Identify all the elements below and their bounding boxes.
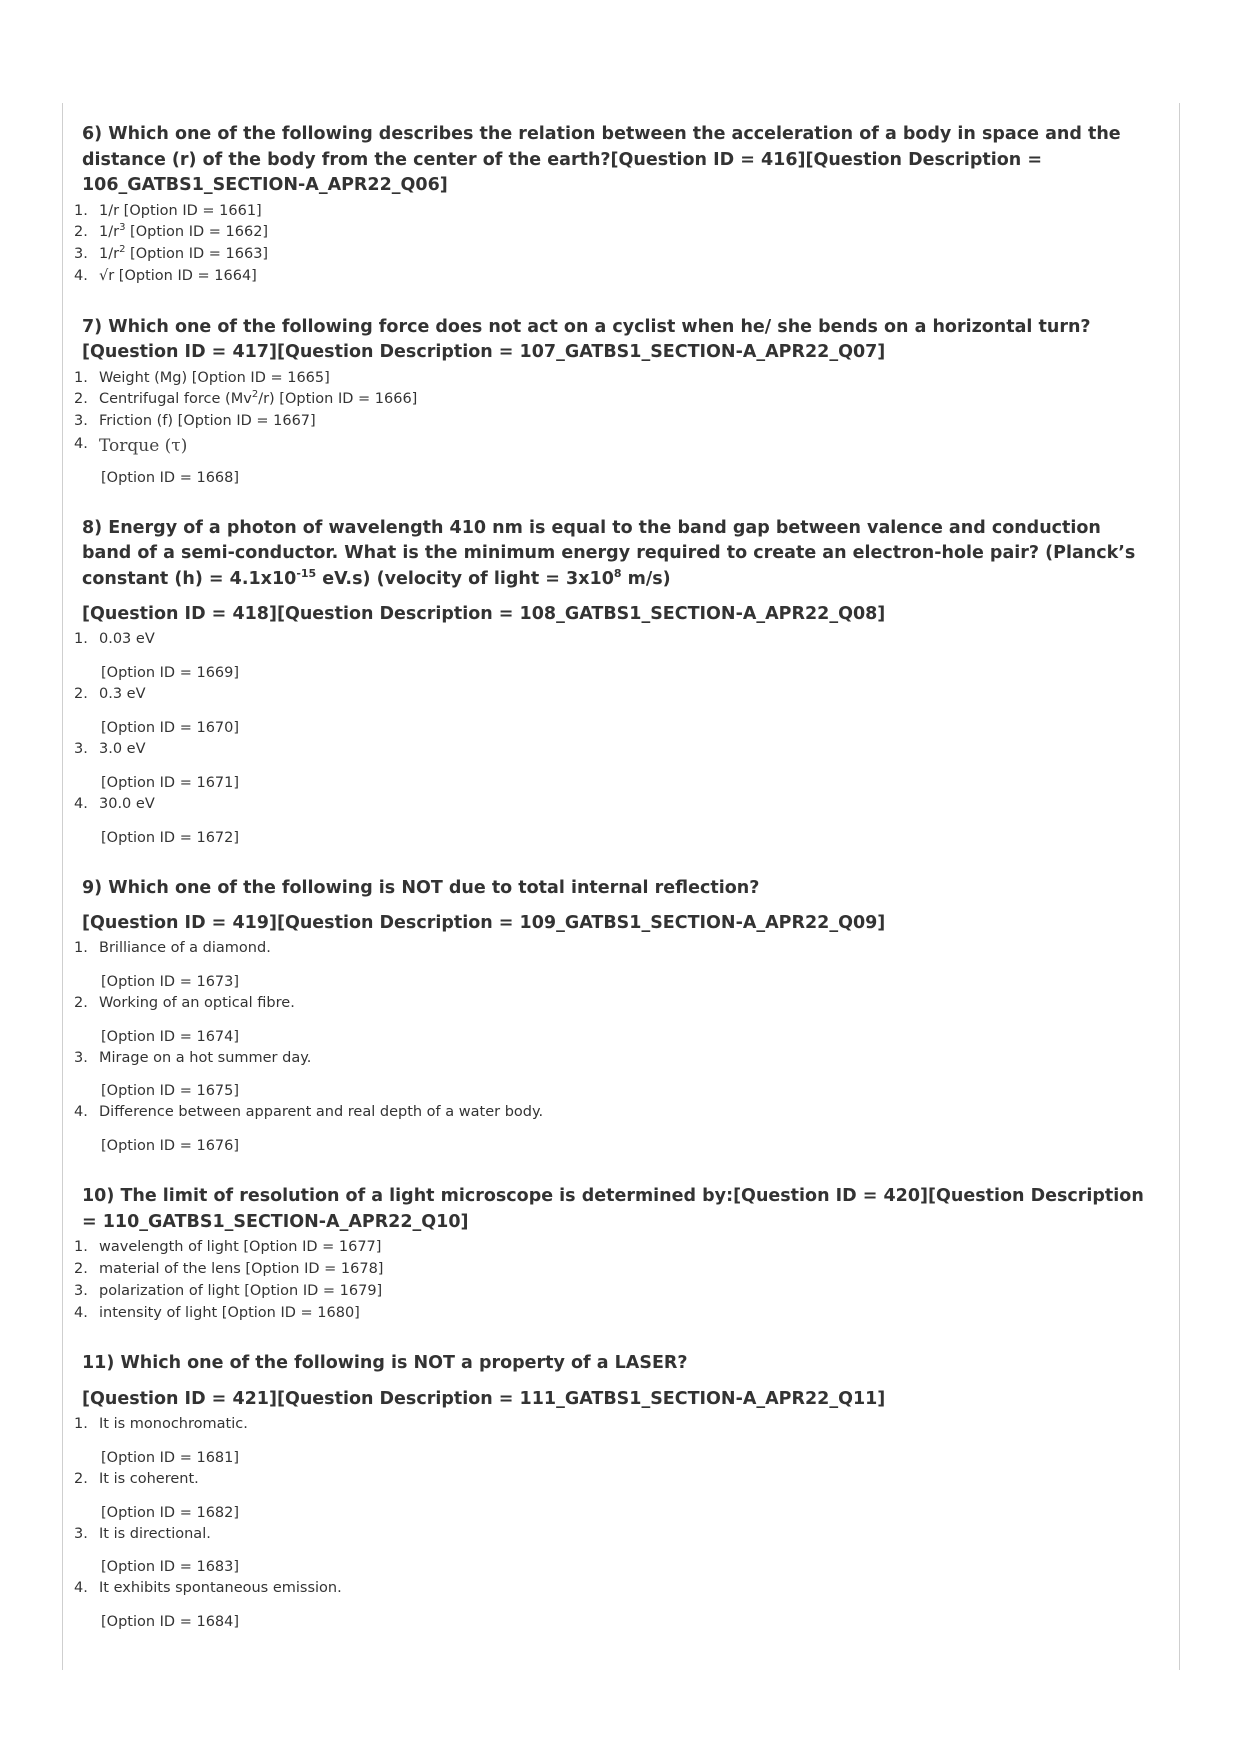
option-text-tail: [Option ID = 1662] — [125, 224, 269, 241]
option-number: 2. — [74, 224, 88, 241]
left-margin-rule — [62, 103, 63, 1670]
option-number: 1. — [74, 940, 88, 957]
option-text: 0.03 eV — [99, 631, 155, 648]
question-title: 11) Which one of the following is NOT a property of a LASER? — [82, 1353, 688, 1374]
option-text: Brilliance of a diamond. — [99, 940, 271, 957]
option-number: 2. — [74, 994, 88, 1011]
option-number: 3. — [74, 1525, 88, 1542]
option-text: 1/r — [99, 246, 120, 263]
option-number: 4. — [74, 1304, 88, 1321]
question-ids: [Question ID = 419][Question Description = 109_GATBS1_SECTION-A_APR22_Q09] — [82, 913, 886, 934]
option-text: wavelength of light [Option ID = 1677] — [99, 1239, 382, 1256]
option-number: 1. — [74, 202, 88, 219]
option-text: Friction (f) [Option ID = 1667] — [99, 413, 316, 430]
question-title: 7) Which one of the following force does not act on a cyclist when he/ she bends on a horizontal turn?[Question ID = 417][Question Description = 107_GATBS1_SECTION-A_APR22_Q07] — [82, 316, 1091, 363]
question-ids: [Question ID = 421][Question Description = 111_GATBS1_SECTION-A_APR22_Q11] — [82, 1388, 886, 1409]
option-id: [Option ID = 1683] — [101, 1559, 240, 1576]
right-margin-rule — [1179, 103, 1180, 1670]
option-item — [70, 629, 1150, 684]
option-text: 1/r — [99, 224, 120, 241]
question-title: 9) Which one of the following is NOT due to total internal reflection? — [82, 877, 760, 898]
option-text: Mirage on a hot summer day. — [99, 1049, 312, 1066]
option-item — [70, 1048, 1150, 1103]
option-item — [70, 993, 1150, 1048]
option-number: 4. — [74, 436, 88, 453]
option-item — [70, 1259, 1150, 1281]
option-id: [Option ID = 1681] — [101, 1449, 240, 1466]
option-number: 1. — [74, 631, 88, 648]
option-item — [70, 222, 1150, 244]
option-number: 3. — [74, 413, 88, 430]
question-9 — [70, 876, 1150, 1158]
option-text: 1/r [Option ID = 1661] — [99, 202, 262, 219]
option-superscript: 2 — [251, 389, 259, 401]
option-number: 2. — [74, 1470, 88, 1487]
option-text: intensity of light [Option ID = 1680] — [99, 1304, 360, 1321]
option-text: 3.0 eV — [99, 740, 146, 757]
option-item — [70, 1469, 1150, 1524]
option-number: 2. — [74, 1261, 88, 1278]
question-7 — [70, 315, 1150, 489]
option-item — [70, 938, 1150, 993]
option-id: [Option ID = 1682] — [101, 1504, 240, 1521]
option-number: 4. — [74, 1104, 88, 1121]
option-text: 30.0 eV — [99, 795, 155, 812]
option-item — [70, 201, 1150, 223]
option-id: [Option ID = 1671] — [101, 774, 240, 791]
option-item — [70, 739, 1150, 794]
option-id: [Option ID = 1670] — [101, 719, 240, 736]
option-item — [70, 1102, 1150, 1157]
option-text-tail: /r) [Option ID = 1666] — [258, 391, 418, 408]
question-title: 6) Which one of the following describes the relation between the acceleration of a body in space and the distance (r) of the body from the center of the earth?[Question ID = 416][Question Description = 106_GATBS1_SECTION-A_APR22_Q06] — [82, 124, 1121, 195]
option-text: It is coherent. — [99, 1470, 199, 1487]
option-item — [70, 684, 1150, 739]
option-item — [70, 1281, 1150, 1303]
option-text: Centrifugal force (Mv — [99, 391, 252, 408]
option-superscript: 3 — [119, 222, 126, 234]
option-text: It exhibits spontaneous emission. — [99, 1580, 342, 1597]
option-text-tail: [Option ID = 1663] — [125, 246, 269, 263]
question-ids: [Question ID = 418][Question Description = 108_GATBS1_SECTION-A_APR22_Q08] — [82, 604, 886, 625]
option-text: 0.3 eV — [99, 686, 146, 703]
option-number: 3. — [74, 1049, 88, 1066]
option-id: [Option ID = 1668] — [101, 469, 240, 486]
option-text: √r [Option ID = 1664] — [99, 267, 257, 284]
option-id: [Option ID = 1674] — [101, 1028, 240, 1045]
option-item — [70, 389, 1150, 411]
option-text: Difference between apparent and real depth of a water body. — [99, 1104, 544, 1121]
option-superscript: 2 — [119, 244, 126, 256]
question-title-text: m/s) — [621, 568, 671, 589]
question-list — [70, 122, 1150, 1660]
option-number: 4. — [74, 1580, 88, 1597]
question-title: 10) The limit of resolution of a light microscope is determined by:[Question ID = 420][Question Description = 110_GATBS1_SECTION-A_APR22_Q10] — [82, 1186, 1144, 1232]
option-item — [70, 368, 1150, 390]
option-item — [70, 1524, 1150, 1579]
option-number: 3. — [74, 1282, 88, 1299]
option-number: 3. — [74, 246, 88, 263]
option-text: Weight (Mg) [Option ID = 1665] — [99, 369, 330, 386]
option-item — [70, 1578, 1150, 1633]
option-number: 4. — [74, 267, 88, 284]
exponent: -15 — [296, 567, 317, 581]
option-text: material of the lens [Option ID = 1678] — [99, 1261, 384, 1278]
question-6 — [70, 122, 1150, 288]
option-number: 2. — [74, 686, 88, 703]
question-title — [82, 516, 1150, 593]
question-10 — [70, 1184, 1150, 1324]
option-list — [70, 1414, 1150, 1633]
option-text: It is directional. — [99, 1525, 211, 1542]
option-number: 4. — [74, 795, 88, 812]
option-id: [Option ID = 1684] — [101, 1614, 240, 1631]
question-title-text: eV.s) (velocity of light = 3x10 — [316, 568, 614, 589]
option-number: 3. — [74, 740, 88, 757]
option-number: 1. — [74, 369, 88, 386]
option-list — [70, 368, 1150, 489]
option-item — [70, 1414, 1150, 1469]
option-list — [70, 629, 1150, 848]
option-id: [Option ID = 1672] — [101, 829, 240, 846]
option-text: polarization of light [Option ID = 1679] — [99, 1282, 383, 1299]
option-item — [70, 433, 1150, 489]
option-item — [70, 411, 1150, 433]
option-id: [Option ID = 1676] — [101, 1138, 240, 1155]
option-list — [70, 938, 1150, 1157]
exponent: 8 — [613, 567, 622, 581]
question-8 — [70, 516, 1150, 849]
option-item — [70, 1303, 1150, 1325]
option-id: [Option ID = 1673] — [101, 973, 240, 990]
option-item — [70, 794, 1150, 849]
option-text: It is monochromatic. — [99, 1415, 248, 1432]
option-number: 1. — [74, 1415, 88, 1432]
option-number: 2. — [74, 391, 88, 408]
option-id: [Option ID = 1669] — [101, 665, 240, 682]
question-11 — [70, 1351, 1150, 1633]
option-number: 1. — [74, 1239, 88, 1256]
option-list — [70, 201, 1150, 288]
option-item — [70, 1237, 1150, 1259]
torque-symbol-text: Torque (τ) — [99, 436, 188, 457]
option-list — [70, 1237, 1150, 1324]
option-id: [Option ID = 1675] — [101, 1083, 240, 1100]
option-item — [70, 244, 1150, 266]
option-text: Working of an optical fibre. — [99, 994, 295, 1011]
question-title-text: 8) Energy of a photon of wavelength 410 nm is equal to the band gap between valence and conduction band of a semi-conductor. What is the minimum energy required to create an electron-hole pair? (Planck’s constant (h) = 4.1x10 — [82, 517, 1136, 589]
option-item — [70, 266, 1150, 288]
